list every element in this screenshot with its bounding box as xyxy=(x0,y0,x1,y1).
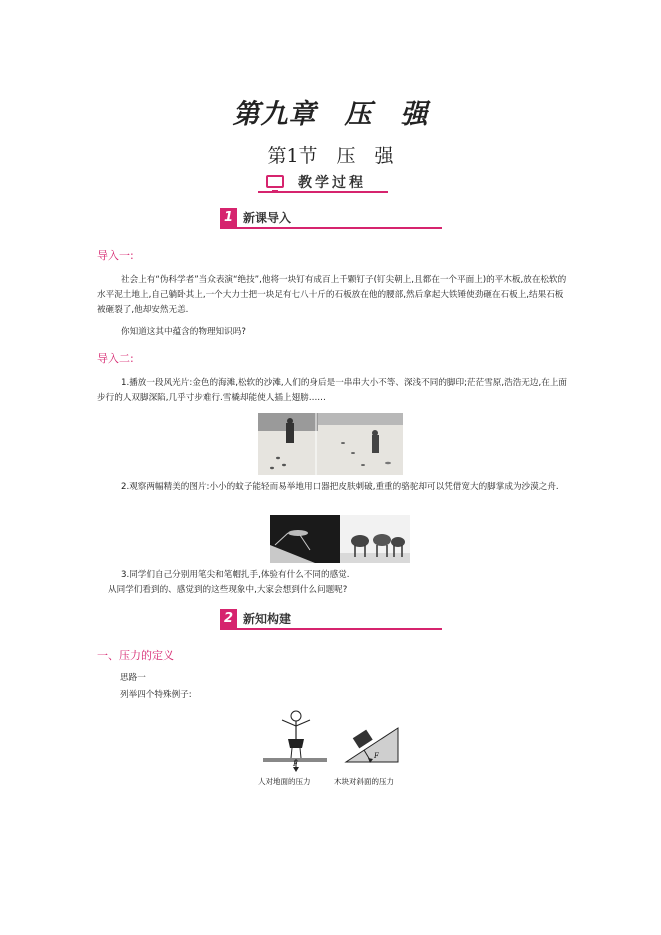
intro2-item2: 2.观察两幅精美的图片:小小的蚊子能轻而易举地用口器把皮肤刺破,重重的骆驼却可以凭借宽大的脚掌成为沙漠之舟. xyxy=(121,482,559,492)
section-label: 新知构建 xyxy=(243,612,292,626)
section-heading-intro xyxy=(220,208,442,228)
intro1-heading: 导入一: xyxy=(97,249,134,262)
intro2-question: 从同学们看到的、感觉到的这些现象中,大家会想到什么问题呢? xyxy=(108,585,348,595)
snow-footprints-photo xyxy=(258,413,403,475)
idea-label: 思路一 xyxy=(120,673,146,683)
intro1-paragraph: 社会上有“伪科学者”当众表演“绝技”,他将一块钉有成百上千颗钉子(钉尖朝上,且都在一个平面上)的平木板,放在松软的水平泥土地上,自己躺卧其上,一个大力士把一块足有七八十斤的石板放在他的腰部,然后拿起大铁锤使劲砸在石板上,结果石板被砸裂了,他却安然无恙. xyxy=(97,275,567,315)
teaching-process-banner xyxy=(258,172,388,194)
monitor-icon xyxy=(266,175,284,188)
pressure-diagrams xyxy=(258,706,408,778)
section-label: 新课导入 xyxy=(243,211,292,225)
caption-block-slope: 木块对斜面的压力 xyxy=(334,777,394,786)
intro2-heading: 导入二: xyxy=(97,352,134,365)
section-underline xyxy=(220,227,442,229)
banner-label: 教学过程 xyxy=(298,175,366,191)
section-title: 第1节 压 强 xyxy=(267,145,394,167)
section-underline xyxy=(220,628,442,630)
banner-underline xyxy=(258,191,388,193)
force-label-right: F xyxy=(374,752,379,760)
pressure-definition-heading: 一、压力的定义 xyxy=(97,649,174,662)
caption-person-ground: 人对地面的压力 xyxy=(258,777,311,786)
chapter-title: 第九章 压 强 xyxy=(232,99,429,130)
intro1-question: 你知道这其中蕴含的物理知识吗? xyxy=(121,327,246,337)
section-number: 1 xyxy=(220,208,237,227)
force-label-left: F xyxy=(293,760,298,768)
intro2-item1: 1.播放一段风光片:金色的海滩,松软的沙滩,人们的身后是一串串大小不等、深浅不同的脚印;茫茫雪原,浩浩无边,在上面步行的人双脚深陷,几乎寸步难行.雪橇却能使人插上翅膀…… xyxy=(97,378,568,403)
intro2-item3: 3.同学们自己分别用笔尖和笔帽扎手,体验有什么不同的感觉. xyxy=(121,570,350,580)
snow-footprints-image xyxy=(258,413,403,475)
mosquito-camel-photo xyxy=(270,515,410,563)
section-heading-new-knowledge xyxy=(220,609,442,629)
pressure-diagram-image xyxy=(258,706,408,778)
examples-label: 列举四个特殊例子: xyxy=(120,690,192,700)
mosquito-camel-image xyxy=(270,515,410,563)
section-number: 2 xyxy=(220,609,237,628)
